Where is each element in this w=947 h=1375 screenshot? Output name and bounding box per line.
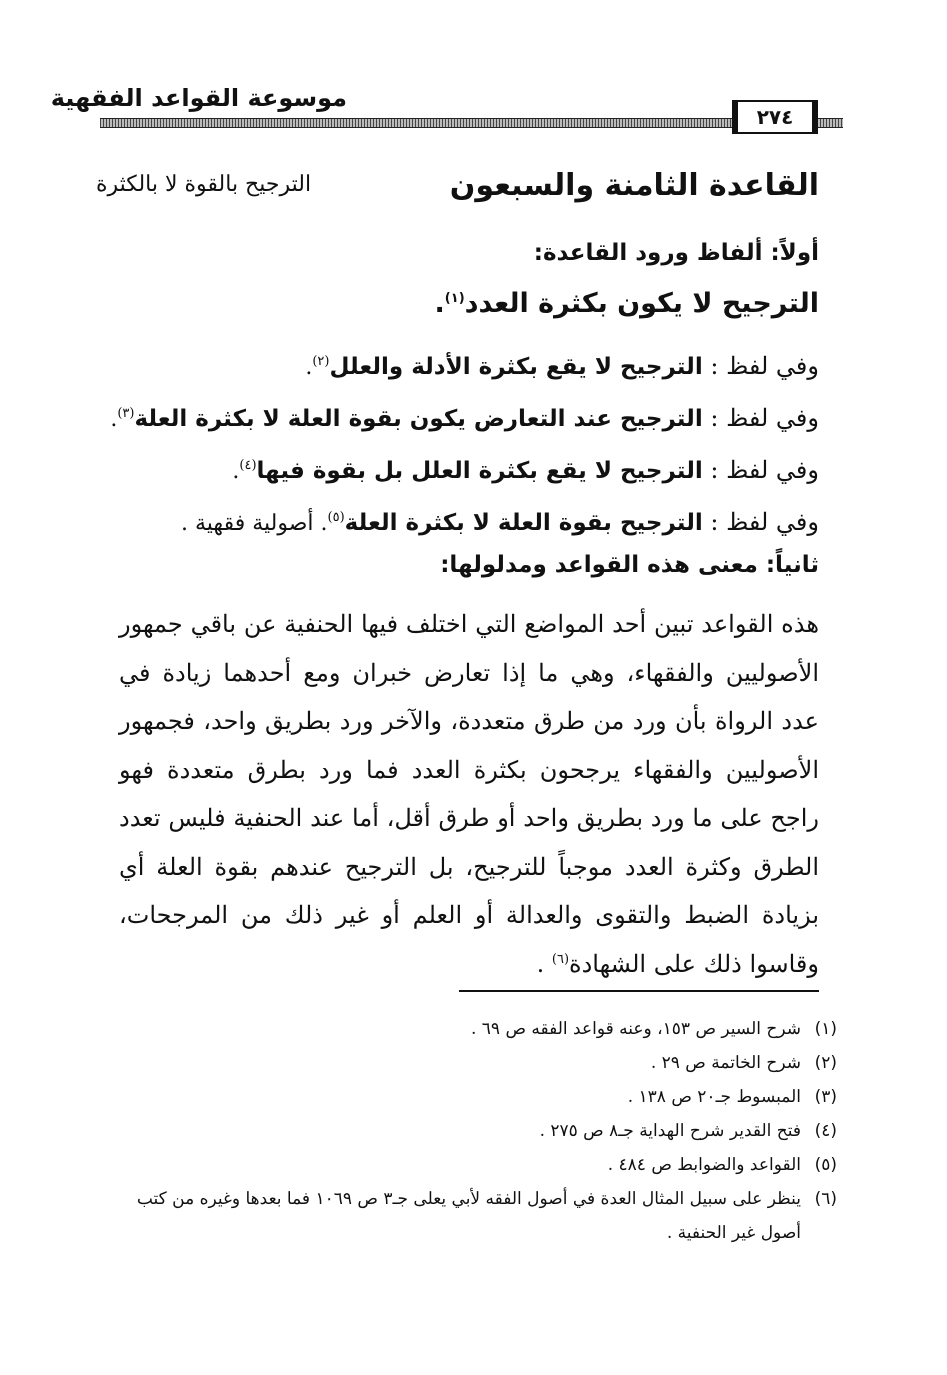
paragraph-end: . [536,949,552,978]
footnote-ref: (١) [444,291,465,306]
footnote-number: (٢) [814,1053,837,1073]
wording-variant [99,496,819,548]
variant-tail: . أصولية فقهية . [181,511,328,536]
variant-phrase: الترجيح لا يقع بكثرة العلل بل بقوة فيها [256,458,703,484]
footnote [102,1012,837,1046]
rule-subtitle: الترجيح بالقوة لا بالكثرة [96,172,312,197]
variant-phrase: الترجيح لا يقع بكثرة الأدلة والعلل [329,354,703,380]
footnote-text: المبسوط جـ٢٠ ص ١٣٨ . [627,1087,801,1107]
footnote-ref: (٣) [117,406,135,421]
footnote-number: (٦) [814,1189,837,1209]
footnote [102,1148,837,1182]
variant-phrase: الترجيح بقوة العلة لا بكثرة العلة [344,510,703,536]
footnote-ref: (٦) [551,951,570,967]
footnote-separator [459,990,819,992]
main-phrase-punct: . [434,288,445,319]
variant-tail: . [232,459,240,484]
paragraph-text: هذه القواعد تبين أحد المواضع التي اختلف فيها الحنفية عن باقي جمهور الأصوليين والفقهاء، وهي ما إذا تعارض خبران ومع أحدهما زيادة في عدد الرواة بأن ورد من طرق متعددة، والآخر ورد بطريق واحد، فجمهور الأصوليين والفقهاء يرجحون بكثرة العدد فما ورد بطرق متعددة فهو راجح على ما ورد بطريق واحد أو طرق أقل، أما عند الحنفية فليس تعدد الطرق وكثرة العدد موجباً للترجيح، بل الترجيح عندهم بقوة العلة أي بزيادة الضبط والتقوى والعدالة أو العلم أو غير ذلك من المرجحات، وقاسوا ذلك على الشهادة [119,610,820,978]
footnote-number: (١) [814,1019,837,1039]
main-rule-phrase [435,288,819,319]
variant-lead: وفي لفظ : [702,508,819,536]
wording-variant [99,340,819,392]
footnote [102,1080,837,1114]
footnote-number: (٤) [814,1121,837,1141]
footnote-ref: (٥) [327,510,345,525]
variant-tail: . [110,407,118,432]
section-heading-wording: أولاً: ألفاظ ورود القاعدة: [533,240,819,266]
wording-variant [99,444,819,496]
page-number: ٢٧٤ [732,100,818,134]
footnote-text: ينظر على سبيل المثال العدة في أصول الفقه لأبي يعلى جـ٣ ص ١٠٦٩ فما بعدها وغيره من كتب أصول غير الحنفية . [136,1189,801,1243]
footnote-text: فتح القدير شرح الهداية جـ٨ ص ٢٧٥ . [539,1121,801,1141]
footnote [102,1046,837,1080]
footnote-ref: (٢) [312,354,330,369]
footnote-text: شرح الخاتمة ص ٢٩ . [650,1053,801,1073]
footnote-text: شرح السير ص ١٥٣، وعنه قواعد الفقه ص ٦٩ . [470,1019,801,1039]
section-heading-meaning: ثانياً: معنى هذه القواعد ومدلولها: [440,552,819,578]
variant-tail: . [305,355,313,380]
footnote-number: (٥) [814,1155,837,1175]
variant-lead: وفي لفظ : [702,404,819,432]
wording-variants [99,340,819,548]
footnote-text: القواعد والضوابط ص ٤٨٤ . [607,1155,801,1175]
variant-phrase: الترجيح عند التعارض يكون بقوة العلة لا بكثرة العلة [134,406,703,432]
rule-title: القاعدة الثامنة والسبعون [449,168,819,203]
variant-lead: وفي لفظ : [702,456,819,484]
running-book-title: موسوعة القواعد الفقهية [50,84,347,112]
variant-lead: وفي لفظ : [702,352,819,380]
meaning-paragraph [119,600,819,988]
main-phrase-text: الترجيح لا يكون بكثرة العدد [464,288,819,319]
footnote [102,1114,837,1148]
footnote-number: (٣) [814,1087,837,1107]
footnote-ref: (٤) [239,458,257,473]
footnote [102,1182,837,1250]
footnotes-list [102,1012,837,1250]
wording-variant [99,392,819,444]
